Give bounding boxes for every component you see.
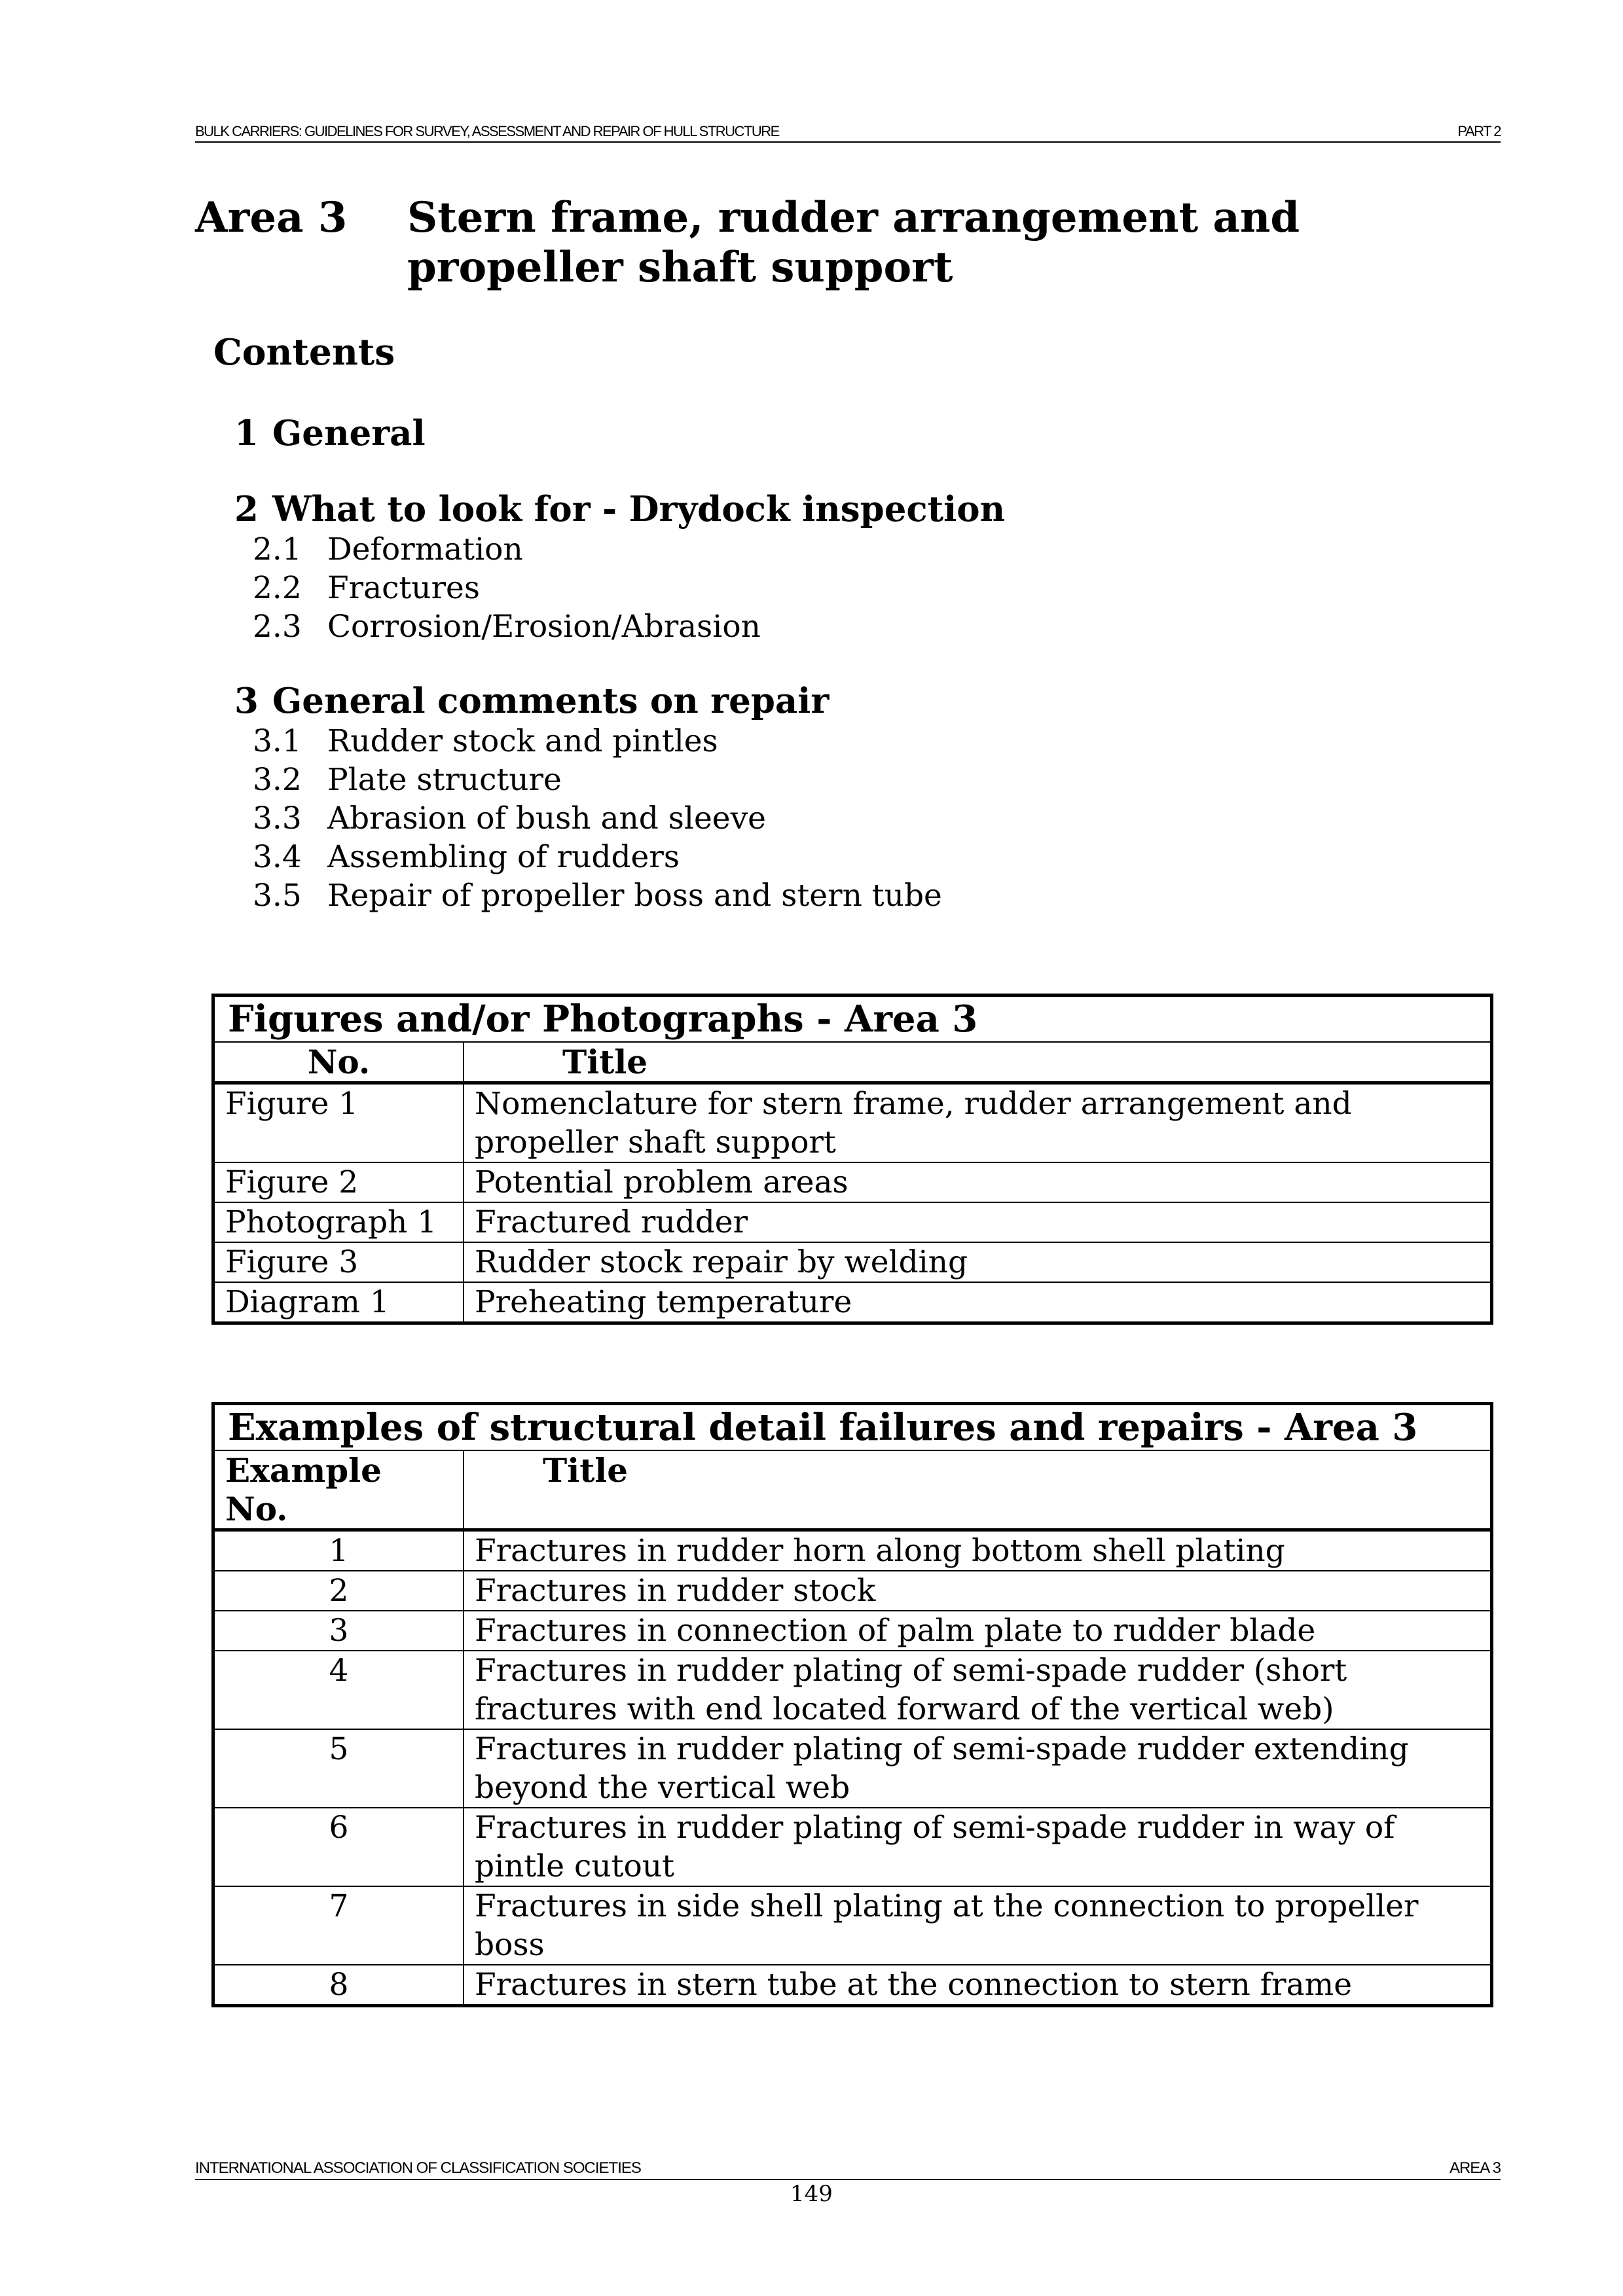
subsection-title: Corrosion/Erosion/Abrasion	[327, 609, 761, 645]
table-row	[213, 1611, 1492, 1651]
cell-no: Diagram 1	[213, 1282, 464, 1323]
cell-title: Fractured rudder	[464, 1202, 1492, 1242]
contents-subsection[interactable]	[234, 607, 1005, 646]
table-row	[213, 1282, 1492, 1323]
section-number: 3	[234, 681, 259, 721]
figures-col-no: No.	[213, 1042, 464, 1083]
cell-title: Fractures in side shell plating at the connection to propeller boss	[464, 1886, 1492, 1965]
cell-title: Fractures in rudder stock	[464, 1571, 1492, 1611]
cell-title: Potential problem areas	[464, 1162, 1492, 1202]
subsection-title: Fractures	[327, 570, 480, 606]
figures-table-caption: Figures and/or Photographs - Area 3	[213, 996, 1492, 1043]
table-row	[213, 1965, 1492, 2006]
table-row	[213, 1651, 1492, 1729]
table-of-contents	[234, 412, 1005, 949]
section-number: 1	[234, 413, 259, 454]
subsection-number: 2.1	[253, 531, 302, 567]
cell-no: 7	[213, 1886, 464, 1965]
cell-no: Figure 1	[213, 1083, 464, 1163]
contents-subsection[interactable]	[234, 761, 1005, 799]
subsection-title: Deformation	[327, 531, 523, 567]
footer-organization: INTERNATIONAL ASSOCIATION OF CLASSIFICATION SOCIETIES	[195, 2159, 641, 2177]
table-row	[213, 1162, 1492, 1202]
contents-subsection[interactable]	[234, 569, 1005, 607]
section-title: General	[272, 413, 426, 454]
table-row	[213, 1242, 1492, 1282]
cell-title: Fractures in stern tube at the connection to stern frame	[464, 1965, 1492, 2006]
cell-no: 3	[213, 1611, 464, 1651]
examples-col-no: Example No.	[213, 1450, 464, 1530]
examples-table	[211, 1402, 1493, 2007]
cell-no: 2	[213, 1571, 464, 1611]
cell-title: Fractures in rudder horn along bottom shell plating	[464, 1530, 1492, 1571]
contents-heading: Contents	[213, 331, 395, 373]
contents-section-heading[interactable]	[234, 680, 1005, 722]
cell-title: Fractures in rudder plating of semi-spade rudder in way of pintle cutout	[464, 1808, 1492, 1886]
subsection-number: 3.3	[253, 800, 302, 836]
table-row	[213, 1808, 1492, 1886]
cell-title: Fractures in rudder plating of semi-spade rudder (short fractures with end located forward of the vertical web)	[464, 1651, 1492, 1729]
table-row	[213, 1886, 1492, 1965]
cell-title: Rudder stock repair by welding	[464, 1242, 1492, 1282]
footer-area: AREA 3	[1449, 2159, 1501, 2177]
cell-no: 1	[213, 1530, 464, 1571]
subsection-title: Rudder stock and pintles	[327, 723, 718, 759]
contents-subsection[interactable]	[234, 838, 1005, 876]
page-number: 149	[790, 2181, 833, 2207]
contents-section-heading[interactable]	[234, 412, 1005, 454]
running-header	[195, 120, 1501, 143]
table-row	[213, 1571, 1492, 1611]
contents-subsection[interactable]	[234, 799, 1005, 838]
subsection-number: 2.3	[253, 609, 302, 645]
subsection-title: Repair of propeller boss and stern tube	[327, 878, 942, 914]
subsection-number: 3.5	[253, 878, 302, 914]
contents-subsection[interactable]	[234, 722, 1005, 761]
subsection-title: Abrasion of bush and sleeve	[327, 800, 766, 836]
subsection-title: Assembling of rudders	[327, 839, 680, 875]
section-number: 2	[234, 489, 259, 529]
figures-table	[211, 994, 1493, 1325]
contents-subsection[interactable]	[234, 876, 1005, 915]
cell-title: Fractures in rudder plating of semi-spade rudder extending beyond the vertical web	[464, 1729, 1492, 1808]
examples-table-caption: Examples of structural detail failures and repairs - Area 3	[213, 1404, 1492, 1451]
contents-section	[234, 488, 1005, 646]
contents-section	[234, 680, 1005, 915]
cell-title: Fractures in connection of palm plate to rudder blade	[464, 1611, 1492, 1651]
subsection-title: Plate structure	[327, 762, 562, 798]
area-number: Area 3	[195, 193, 348, 242]
cell-no: Figure 2	[213, 1162, 464, 1202]
area-title: Stern frame, rudder arrangement and propeller shaft support	[407, 193, 1300, 292]
subsection-number: 3.2	[253, 762, 302, 798]
cell-title: Preheating temperature	[464, 1282, 1492, 1323]
running-footer	[195, 2157, 1501, 2180]
contents-section-heading[interactable]	[234, 488, 1005, 530]
cell-no: 5	[213, 1729, 464, 1808]
figures-col-title: Title	[464, 1042, 1492, 1083]
header-title: BULK CARRIERS: GUIDELINES FOR SURVEY, ASSESSMENT AND REPAIR OF HULL STRUCTURE	[195, 123, 779, 139]
subsection-number: 2.2	[253, 570, 302, 606]
section-title: General comments on repair	[272, 681, 830, 721]
table-row	[213, 1729, 1492, 1808]
cell-no: 4	[213, 1651, 464, 1729]
cell-title: Nomenclature for stern frame, rudder arrangement and propeller shaft support	[464, 1083, 1492, 1163]
contents-section	[234, 412, 1005, 454]
cell-no: 6	[213, 1808, 464, 1886]
table-row	[213, 1083, 1492, 1163]
cell-no: Photograph 1	[213, 1202, 464, 1242]
subsection-number: 3.4	[253, 839, 302, 875]
table-row	[213, 1202, 1492, 1242]
table-row	[213, 1530, 1492, 1571]
cell-no: 8	[213, 1965, 464, 2006]
section-title: What to look for - Drydock inspection	[272, 489, 1006, 529]
subsection-number: 3.1	[253, 723, 302, 759]
examples-col-title: Title	[464, 1450, 1492, 1530]
cell-no: Figure 3	[213, 1242, 464, 1282]
header-part: PART 2	[1457, 123, 1501, 139]
contents-subsection[interactable]	[234, 530, 1005, 569]
